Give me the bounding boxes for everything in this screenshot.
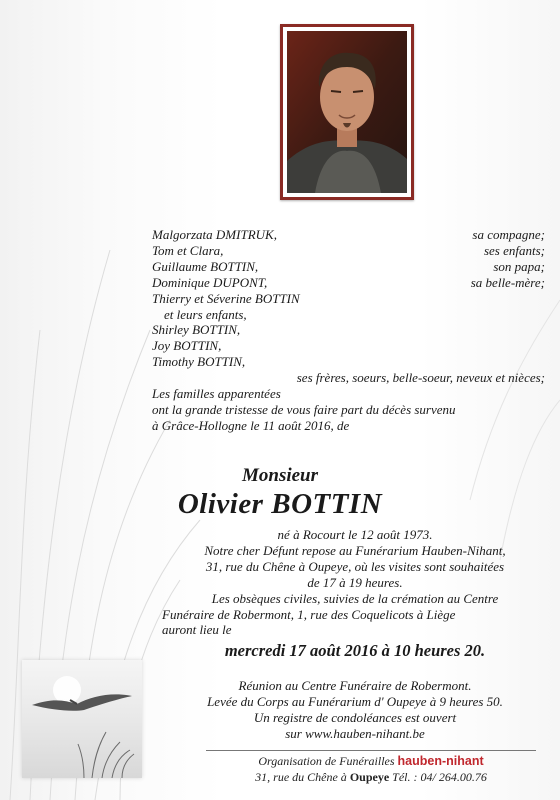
family-line: [152, 259, 545, 275]
siblings-relation-line: [152, 370, 545, 386]
family-member-name: Tom et Clara,: [152, 242, 224, 258]
address-city: Oupeye: [349, 770, 390, 784]
organisation-prefix: Organisation de Funérailles: [258, 754, 395, 768]
after-ceremony-info: [150, 678, 560, 742]
after-line: Levée du Corps au Funérarium d' Oupeye à 9 heures 50.: [207, 693, 503, 709]
funeral-home-brand: hauben-nihant: [397, 754, 484, 768]
footer-divider: [206, 750, 536, 751]
family-member-name: Guillaume BOTTIN,: [152, 258, 259, 274]
deceased-name: Olivier BOTTIN: [177, 488, 383, 520]
address-line: [206, 769, 536, 785]
deceased-portrait: [280, 24, 414, 200]
repose-line: 31, rue du Chêne à Oupeye, où les visites sont souhaitées: [205, 558, 505, 574]
funeral-line: auront lieu le: [162, 622, 232, 638]
repose-line: de 17 à 19 heures.: [307, 574, 403, 590]
funeral-line: Les obsèques civiles, suivies de la crémation au Centre: [211, 590, 499, 606]
family-line: [152, 291, 545, 307]
family-relation: sa compagne;: [472, 227, 545, 242]
siblings-relation: ses frères, soeurs, belle-soeur, neveux et nièces;: [296, 370, 545, 386]
family-line: [152, 227, 545, 243]
after-line: Réunion au Centre Funéraire de Robermont.: [238, 678, 472, 693]
family-member-name: et leurs enfants,: [164, 306, 247, 322]
family-member-name: Timothy BOTTIN,: [152, 354, 246, 370]
repose-line: Notre cher Défunt repose au Funérarium Hauben-Nihant,: [204, 542, 506, 558]
funeral-home-footer: [206, 753, 536, 785]
family-line: [152, 307, 545, 323]
family-member-name: Joy BOTTIN,: [152, 338, 222, 354]
family-list: [152, 227, 545, 434]
family-relation: sa belle-mère;: [470, 274, 545, 290]
address-prefix: 31, rue du Chêne à: [255, 770, 347, 784]
family-line: [152, 338, 545, 354]
family-line: [152, 275, 545, 291]
announcement-line: ont la grande tristesse de vous faire part du décès survenu: [152, 401, 456, 417]
organisation-line: [206, 753, 536, 769]
family-line: [152, 354, 545, 370]
family-member-name: Dominique DUPONT,: [152, 274, 268, 290]
family-member-name: Shirley BOTTIN,: [152, 322, 241, 338]
phone-number: Tél. : 04/ 264.00.76: [392, 770, 487, 784]
announcement-line: Les familles apparentées: [152, 386, 281, 402]
after-line: Un registre de condoléances est ouvert: [253, 709, 457, 725]
ceremony-date-time: mercredi 17 août 2016 à 10 heures 20.: [224, 641, 486, 661]
heron-illustration: [22, 660, 142, 778]
condolence-website-line: sur www.hauben-nihant.be: [285, 725, 425, 741]
portrait-photo: [287, 31, 407, 193]
family-relation: ses enfants;: [483, 242, 545, 258]
announcement-line: à Grâce-Hollogne le 11 août 2016, de: [152, 417, 350, 433]
bird-illustration: [22, 660, 142, 778]
family-line: [152, 322, 545, 338]
funeral-line: Funéraire de Robermont, 1, rue des Coquelicots à Liège: [162, 606, 456, 622]
title-monsieur: Monsieur: [241, 465, 319, 486]
family-member-name: Thierry et Séverine BOTTIN: [152, 290, 300, 306]
birth-line: né à Rocourt le 12 août 1973.: [277, 527, 433, 542]
family-relation: son papa;: [493, 258, 545, 274]
funeral-details: [150, 527, 560, 665]
family-member-name: Malgorzata DMITRUK,: [152, 227, 277, 242]
family-line: [152, 243, 545, 259]
